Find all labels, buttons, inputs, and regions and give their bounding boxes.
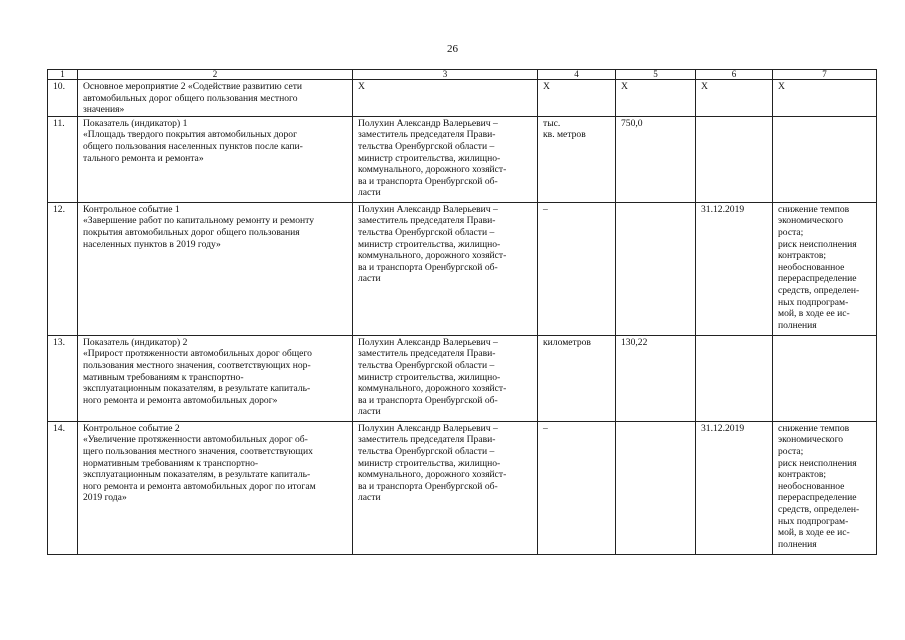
row-value: 750,0 (616, 116, 696, 202)
row-value: 130,22 (616, 335, 696, 421)
table-row (48, 335, 877, 421)
plan-table (47, 69, 877, 555)
row-name: Показатель (индикатор) 2 «Прирост протяженности автомобильных дорог общего пользования местного значения, соответствующих нор- мативным требованиям к транспортно- эксплуатационным показателям, в результате капиталь- ного ремонта и ремонта автомобильных дорог» (78, 335, 353, 421)
row-unit: X (538, 80, 616, 117)
column-header: 3 (353, 70, 538, 80)
row-value (616, 421, 696, 554)
row-risks: снижение темпов экономического роста; риск неисполнения контрактов; необоснованное перераспределение средств, определен- ных подпрограм- мой, в ходе ее ис- полнения (773, 421, 877, 554)
row-unit: – (538, 202, 616, 335)
row-unit: – (538, 421, 616, 554)
row-number: 10. (48, 80, 78, 117)
column-header: 1 (48, 70, 78, 80)
table-row (48, 80, 877, 117)
row-responsible: X (353, 80, 538, 117)
row-risks (773, 116, 877, 202)
column-header: 7 (773, 70, 877, 80)
row-name: Контрольное событие 1 «Завершение работ по капитальному ремонту и ремонту покрытия автомобильных дорог общего пользования населенных пунктов в 2019 году» (78, 202, 353, 335)
row-risks: снижение темпов экономического роста; риск неисполнения контрактов; необоснованное перераспределение средств, определен- ных подпрограм- мой, в ходе ее ис- полнения (773, 202, 877, 335)
row-responsible: Полухин Александр Валерьевич – заместитель председателя Прави- тельства Оренбургской области – министр строительства, жилищно- коммунального, дорожного хозяйст- ва и транспорта Оренбургской об- ласти (353, 421, 538, 554)
row-value: X (616, 80, 696, 117)
row-name: Показатель (индикатор) 1 «Площадь твердого покрытия автомобильных дорог общего пользования населенных пунктов после капи- тального ремонта и ремонта» (78, 116, 353, 202)
page-number: 26 (447, 43, 458, 55)
row-number: 12. (48, 202, 78, 335)
row-date: 31.12.2019 (696, 202, 773, 335)
row-date (696, 335, 773, 421)
row-responsible: Полухин Александр Валерьевич – заместитель председателя Прави- тельства Оренбургской области – министр строительства, жилищно- коммунального, дорожного хозяйст- ва и транспорта Оренбургской об- ласти (353, 335, 538, 421)
row-date: X (696, 80, 773, 117)
row-date: 31.12.2019 (696, 421, 773, 554)
column-header: 4 (538, 70, 616, 80)
row-number: 11. (48, 116, 78, 202)
row-responsible: Полухин Александр Валерьевич – заместитель председателя Прави- тельства Оренбургской области – министр строительства, жилищно- коммунального, дорожного хозяйст- ва и транспорта Оренбургской об- ласти (353, 202, 538, 335)
row-unit: километров (538, 335, 616, 421)
table-row (48, 116, 877, 202)
row-unit: тыс. кв. метров (538, 116, 616, 202)
column-header: 6 (696, 70, 773, 80)
row-value (616, 202, 696, 335)
column-header: 5 (616, 70, 696, 80)
row-date (696, 116, 773, 202)
table-row (48, 421, 877, 554)
row-responsible: Полухин Александр Валерьевич – заместитель председателя Прави- тельства Оренбургской области – министр строительства, жилищно- коммунального, дорожного хозяйст- ва и транспорта Оренбургской об- ласти (353, 116, 538, 202)
row-number: 13. (48, 335, 78, 421)
row-name: Контрольное событие 2 «Увеличение протяженности автомобильных дорог об- щего пользования местного значения, соответствующих нормативным требованиям к транспортно- эксплуатационным показателям, в результате капиталь- ного ремонта и ремонта автомобильных дорог по итогам 2019 года» (78, 421, 353, 554)
column-header: 2 (78, 70, 353, 80)
row-risks (773, 335, 877, 421)
column-number-row (48, 70, 877, 80)
row-risks: X (773, 80, 877, 117)
row-name: Основное мероприятие 2 «Содействие развитию сети автомобильных дорог общего пользования местного значения» (78, 80, 353, 117)
table-row (48, 202, 877, 335)
row-number: 14. (48, 421, 78, 554)
